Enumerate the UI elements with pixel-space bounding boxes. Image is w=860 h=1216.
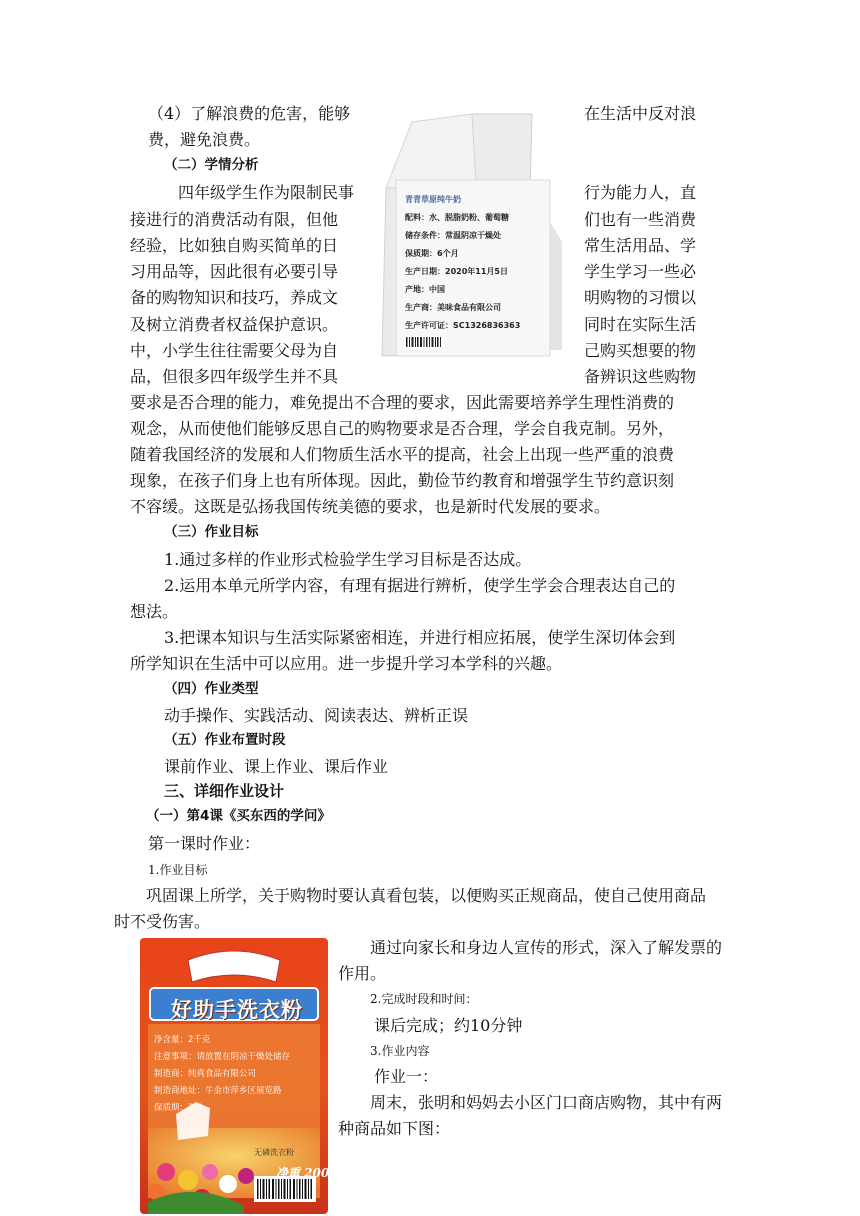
milk-label-line: 配料：水、脱脂奶粉、葡萄糖 — [405, 213, 509, 222]
text-line: 观念，从而使他们能够反思自己的购物要求是否合理，学会自我克制。另外， — [130, 419, 675, 438]
subheading: 2.完成时段和时间： — [370, 992, 478, 1006]
text-line: 及树立消费者权益保护意识。 — [130, 315, 339, 334]
text-line: 常生活用品、学 — [584, 236, 697, 255]
text-line: 同时在实际生活 — [584, 315, 697, 334]
text-line: 课前作业、课上作业、课后作业 — [164, 757, 389, 776]
text-line: 中，小学生往往需要父母为自 — [130, 341, 339, 360]
text-line: 学生学习一些必 — [584, 262, 697, 281]
text-line: 时不受伤害。 — [114, 912, 211, 931]
text-line: 经验，比如独自购买简单的日 — [130, 236, 339, 255]
text-line: 想法。 — [130, 602, 179, 621]
detergent-weight: 净重 2000g — [276, 1166, 346, 1180]
section-heading: （三）作业目标 — [164, 524, 259, 540]
milk-label-line: 产地：中国 — [405, 285, 445, 294]
lesson-heading: （一）第4课《买东西的学问》 — [146, 808, 331, 824]
text-line: 随着我国经济的发展和人们物质生活水平的提高，社会上出现一些严重的浪费 — [130, 445, 675, 464]
milk-label-line: 生产商：美味食品有限公司 — [405, 303, 501, 312]
text-line: 品，但很多四年级学生并不具 — [130, 367, 339, 386]
detergent-label-line: 制造商：纯真食品有限公司 — [154, 1069, 257, 1079]
text-line: 接进行的消费活动有限，但他 — [130, 210, 339, 229]
text-line: 第一课时作业： — [148, 834, 261, 853]
detergent-bag-image — [136, 936, 346, 1216]
milk-label-line: 保质期：6个月 — [405, 249, 459, 258]
text-line: 巩固课上所学，关于购物时要认真看包装，以便购买正规商品，使自己使用商品 — [146, 886, 707, 905]
detergent-bottom-label: 无磷洗衣粉 — [254, 1148, 294, 1157]
text-line: 四年级学生作为限制民事 — [178, 183, 355, 202]
text-line: 备的购物知识和技巧，养成文 — [130, 288, 339, 307]
text-line: 通过向家长和身边人宣传的形式，深入了解发票的 — [370, 938, 723, 957]
detergent-label-line: 制造商地址：牛金市萍乡区展览路 — [154, 1086, 282, 1096]
milk-label-line: 生产日期：2020年11月5日 — [405, 267, 508, 276]
detergent-title: 好助手洗衣粉 — [171, 998, 303, 1022]
text-line: 己购买想要的物 — [584, 341, 697, 360]
text-line: 作用。 — [338, 964, 387, 983]
detergent-label-line: 净含量：2千克 — [154, 1035, 211, 1045]
subheading: 3.作业内容 — [370, 1044, 430, 1058]
text-line: 备辨识这些购物 — [584, 367, 697, 386]
text-line: 明购物的习惯以 — [584, 288, 697, 307]
text-line: 费，避免浪费。 — [148, 130, 261, 149]
detergent-label-line: 保质期：2年 — [154, 1103, 202, 1113]
text-line: 周末，张明和妈妈去小区门口商店购物，其中有两 — [370, 1093, 723, 1112]
text-line: 种商品如下图： — [338, 1119, 451, 1138]
text-line: 作业一： — [374, 1067, 439, 1086]
milk-label-line: 青青草原纯牛奶 — [405, 195, 461, 204]
section-heading: （五）作业布置时段 — [164, 732, 286, 748]
milk-label-line: 储存条件：常温阴凉干燥处 — [405, 231, 501, 240]
text-line: 3.把课本知识与生活实际紧密相连，并进行相应拓展，使学生深切体会到 — [164, 628, 676, 647]
subheading: 1.作业目标 — [148, 863, 208, 877]
text-line: 2.运用本单元所学内容，有理有据进行辨析，使学生学会合理表达自己的 — [164, 576, 676, 595]
section-heading: （二）学情分析 — [164, 157, 259, 173]
text-line: 不容缓。这既是弘扬我国传统美德的要求，也是新时代发展的要求。 — [130, 497, 611, 516]
text-line: 动手操作、实践活动、阅读表达、辨析正误 — [164, 706, 469, 725]
text-line: 所学知识在生活中可以应用。进一步提升学习本学科的兴趣。 — [130, 654, 563, 673]
text-line: 现象，在孩子们身上也有所体现。因此，勤俭节约教育和增强学生节约意识刻 — [130, 471, 675, 490]
text-line: （4）了解浪费的危害，能够 — [148, 104, 351, 123]
milk-label-line: 生产许可证：SC1326836363 — [405, 321, 521, 330]
milk-carton-image — [372, 92, 568, 364]
text-line: 课后完成；约10分钟 — [374, 1016, 523, 1035]
detergent-label-line: 注意事项：请放置在阴凉干燥处储存 — [154, 1052, 291, 1062]
section-heading: （四）作业类型 — [164, 681, 259, 697]
section-heading: 三、详细作业设计 — [164, 782, 285, 800]
text-line: 习用品等，因此很有必要引导 — [130, 262, 339, 281]
text-line: 1.通过多样的作业形式检验学生学习目标是否达成。 — [164, 550, 532, 569]
text-line: 行为能力人，直 — [584, 183, 697, 202]
text-line: 们也有一些消费 — [584, 210, 697, 229]
text-line: 要求是否合理的能力，难免提出不合理的要求，因此需要培养学生理性消费的 — [130, 393, 675, 412]
text-line: 在生活中反对浪 — [584, 104, 697, 123]
